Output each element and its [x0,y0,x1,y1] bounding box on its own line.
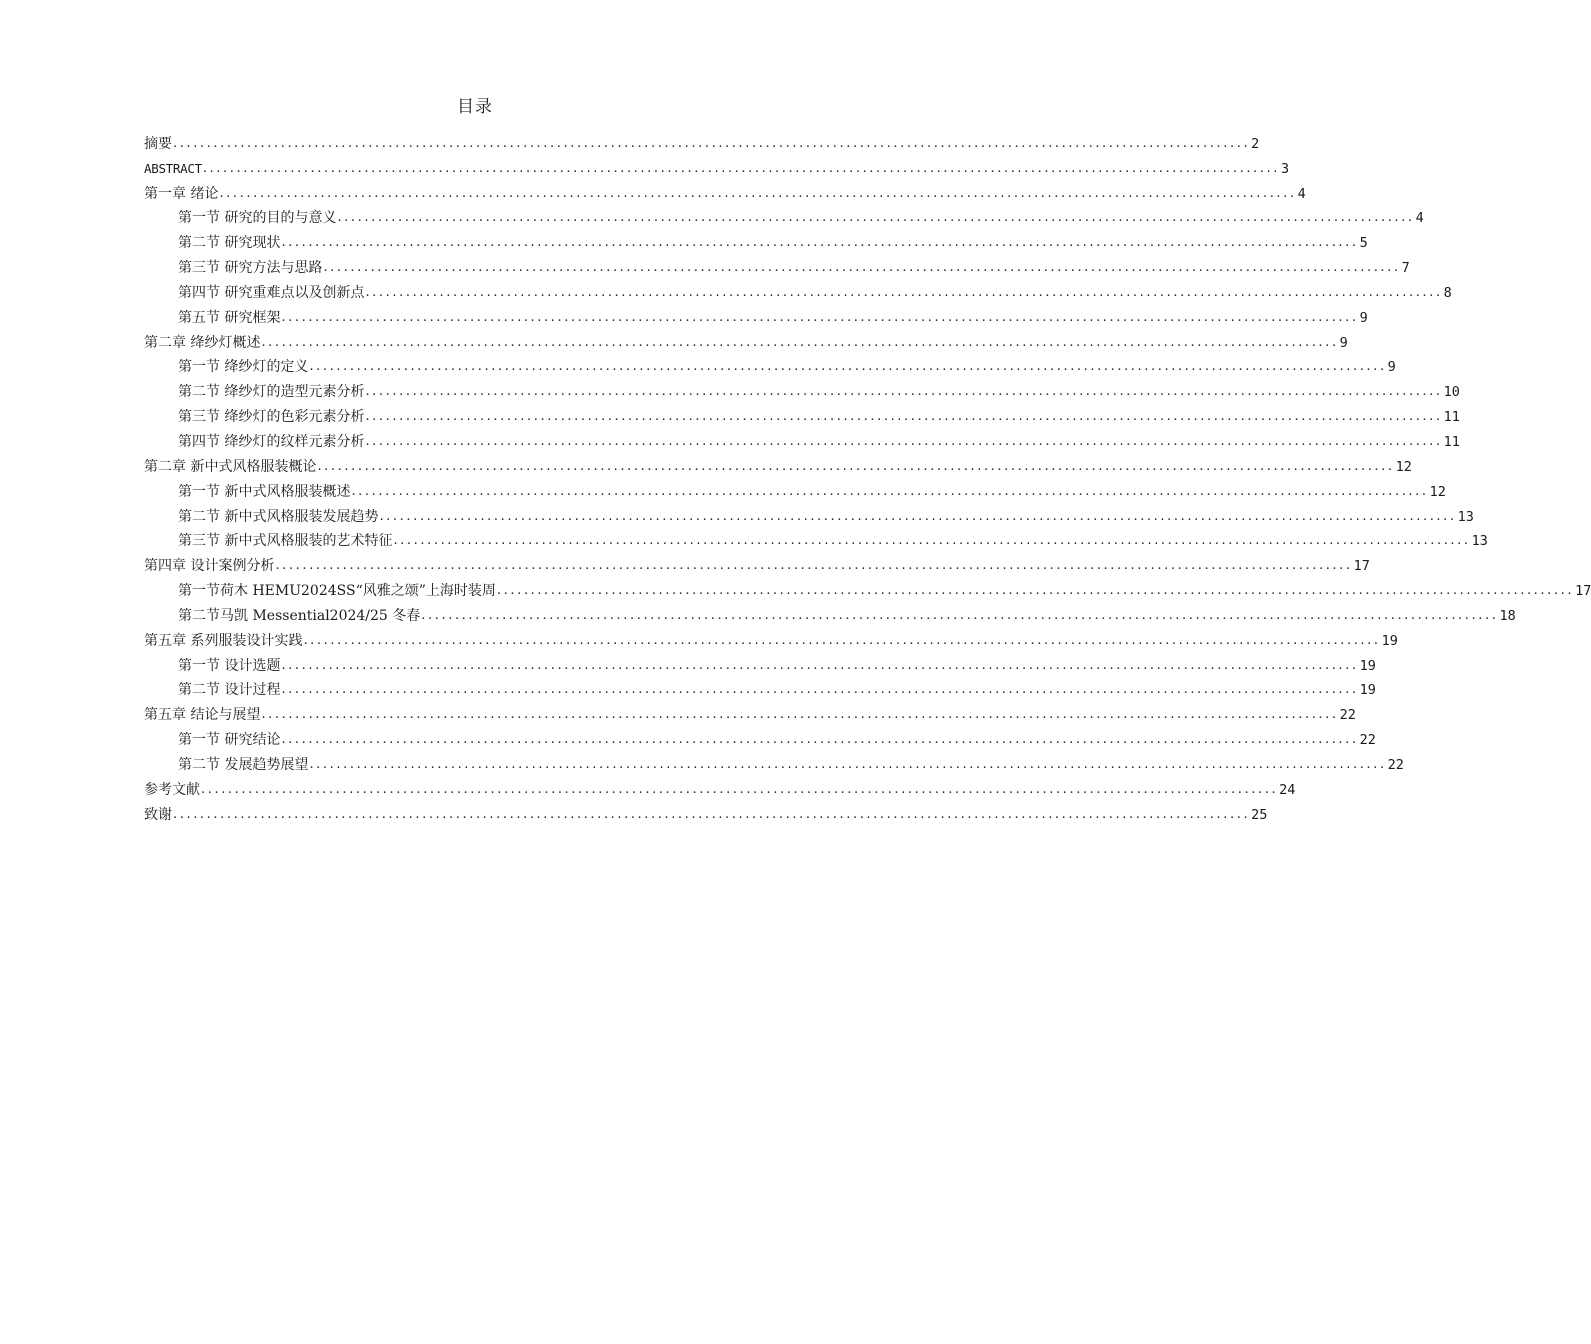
toc-entry[interactable] [144,302,1368,327]
toc-entry-page: 8 [1443,284,1452,301]
toc-leader-dots: ................................................................................................................................................................ [261,334,1339,350]
toc-leader-dots: ................................................................................................................................................................ [281,682,1359,698]
toc-leader-dots: ................................................................................................................................................................ [421,607,1499,623]
toc-entry[interactable] [144,650,1376,675]
toc-leader-dots: ................................................................................................................................................................ [393,533,1471,549]
toc-entry-page: 24 [1279,781,1296,798]
toc-leader-dots: ................................................................................................................................................................ [365,384,1443,400]
toc-entry-text: ABSTRACT [144,160,202,176]
toc-entry-page: 22 [1387,756,1404,773]
toc-leader-dots: ................................................................................................................................................................ [275,558,1353,574]
toc-entry-page: 10 [1443,384,1460,401]
toc-entry-page: 4 [1297,185,1306,202]
toc-entry-text: 第四章 设计案例分析 [144,558,275,575]
toc-entry-text: 第二节 发展趋势展望 [178,756,309,773]
toc-entry-text: 第一节 绛纱灯的定义 [178,359,309,376]
toc-entry[interactable] [144,376,1460,401]
toc-entry[interactable] [144,153,1290,178]
toc-entry[interactable] [144,426,1460,451]
toc-entry-page: 19 [1359,682,1376,699]
toc-entry-text: 第二节马凯 Messential2024/25 冬春 [178,607,421,624]
toc-entry[interactable] [144,625,1398,650]
toc-entry-text: 第二节 设计过程 [178,682,281,699]
toc-entry-text: 第三节 研究方法与思路 [178,260,323,277]
toc-entry-page: 17 [1575,583,1591,600]
toc-entry[interactable] [144,501,1474,526]
toc-entry-text: 参考文献 [144,781,200,798]
toc-entry[interactable] [144,227,1368,252]
toc-entry-text: 第四节 研究重难点以及创新点 [178,284,365,301]
toc-entry-page: 17 [1353,558,1370,575]
toc-entry-text: 第一节荷木 HEMU2024SS“风雅之颂”上海时装周 [178,583,496,600]
toc-entry-page: 22 [1339,707,1356,724]
toc-entry-page: 13 [1457,508,1474,525]
toc-entry-text: 第三节 绛纱灯的色彩元素分析 [178,409,365,426]
toc-leader-dots: ................................................................................................................................................................ [317,458,1395,474]
toc-entry-text: 第五章 系列服装设计实践 [144,632,303,649]
toc-leader-dots: ................................................................................................................................................................ [365,433,1443,449]
toc-entry[interactable] [144,401,1460,426]
toc-entry[interactable] [144,749,1404,774]
toc-leader-dots: ................................................................................................................................................................ [173,135,1251,151]
toc-entry[interactable] [144,451,1412,476]
toc-entry-text: 第一节 设计选题 [178,657,281,674]
toc-entry-page: 2 [1251,135,1260,152]
toc-entry-text: 第一节 新中式风格服装概述 [178,483,351,500]
toc-list [144,128,1591,824]
toc-entry-text: 第二节 研究现状 [178,235,281,252]
toc-entry-page: 9 [1359,309,1368,326]
toc-entry-text: 第二节 新中式风格服装发展趋势 [178,508,379,525]
toc-leader-dots: ................................................................................................................................................................ [202,160,1280,176]
toc-entry-text: 第四节 绛纱灯的纹样元素分析 [178,433,365,450]
toc-entry-page: 11 [1443,433,1460,450]
toc-entry-text: 致谢 [144,806,172,823]
toc-entry-page: 11 [1443,409,1460,426]
toc-leader-dots: ................................................................................................................................................................ [173,806,1251,822]
toc-leader-dots: ................................................................................................................................................................ [379,508,1457,524]
toc-entry[interactable] [144,724,1376,749]
toc-entry-text: 第五章 结论与展望 [144,707,261,724]
toc-leader-dots: ................................................................................................................................................................ [496,583,1575,599]
toc-entry[interactable] [144,699,1356,724]
toc-leader-dots: ................................................................................................................................................................ [351,483,1429,499]
toc-entry[interactable] [144,178,1306,203]
toc-leader-dots: ................................................................................................................................................................ [365,284,1443,300]
toc-entry-text: 第二章 新中式风格服装概论 [144,458,317,475]
toc-entry-page: 9 [1339,334,1348,351]
toc-entry[interactable] [144,799,1268,824]
toc-entry[interactable] [144,352,1396,377]
toc-leader-dots: ................................................................................................................................................................ [365,409,1443,425]
toc-entry-page: 3 [1280,160,1290,177]
toc-entry-text: 第五节 研究框架 [178,309,281,326]
toc-entry-page: 7 [1401,260,1410,277]
toc-entry-page: 22 [1359,732,1376,749]
toc-leader-dots: ................................................................................................................................................................ [201,781,1279,797]
toc-entry-page: 19 [1359,657,1376,674]
toc-leader-dots: ................................................................................................................................................................ [219,185,1297,201]
toc-entry[interactable] [144,550,1370,575]
toc-leader-dots: ................................................................................................................................................................ [261,707,1339,723]
toc-entry[interactable] [144,600,1516,625]
toc-leader-dots: ................................................................................................................................................................ [281,235,1359,251]
toc-entry[interactable] [144,575,1591,600]
toc-entry-text: 第三节 新中式风格服装的艺术特征 [178,533,393,550]
toc-entry-page: 25 [1251,806,1268,823]
toc-leader-dots: ................................................................................................................................................................ [309,359,1387,375]
toc-leader-dots: ................................................................................................................................................................ [309,756,1387,772]
toc-entry-text: 第二章 绛纱灯概述 [144,334,261,351]
toc-entry-page: 4 [1415,210,1424,227]
toc-title: 目录 [457,97,493,117]
toc-leader-dots: ................................................................................................................................................................ [303,632,1381,648]
toc-leader-dots: ................................................................................................................................................................ [281,657,1359,673]
toc-entry-text: 第二节 绛纱灯的造型元素分析 [178,384,365,401]
toc-leader-dots: ................................................................................................................................................................ [323,260,1401,276]
toc-entry[interactable] [144,128,1260,153]
toc-entry-text: 第一节 研究结论 [178,732,281,749]
toc-entry[interactable] [144,252,1410,277]
toc-entry[interactable] [144,675,1376,700]
toc-entry[interactable] [144,774,1296,799]
toc-entry[interactable] [144,203,1424,228]
toc-entry[interactable] [144,327,1348,352]
toc-leader-dots: ................................................................................................................................................................ [281,309,1359,325]
toc-entry-text: 第一节 研究的目的与意义 [178,210,337,227]
toc-leader-dots: ................................................................................................................................................................ [281,732,1359,748]
toc-entry[interactable] [144,476,1446,501]
toc-entry[interactable] [144,526,1488,551]
toc-entry-page: 18 [1499,607,1516,624]
toc-entry-page: 19 [1381,632,1398,649]
toc-entry[interactable] [144,277,1452,302]
toc-entry-page: 13 [1471,533,1488,550]
toc-entry-page: 12 [1429,483,1446,500]
toc-leader-dots: ................................................................................................................................................................ [337,210,1415,226]
toc-entry-page: 12 [1395,458,1412,475]
toc-entry-text: 第一章 绪论 [144,185,219,202]
toc-entry-page: 9 [1387,359,1396,376]
toc-entry-text: 摘要 [144,135,172,152]
toc-entry-page: 5 [1359,235,1368,252]
